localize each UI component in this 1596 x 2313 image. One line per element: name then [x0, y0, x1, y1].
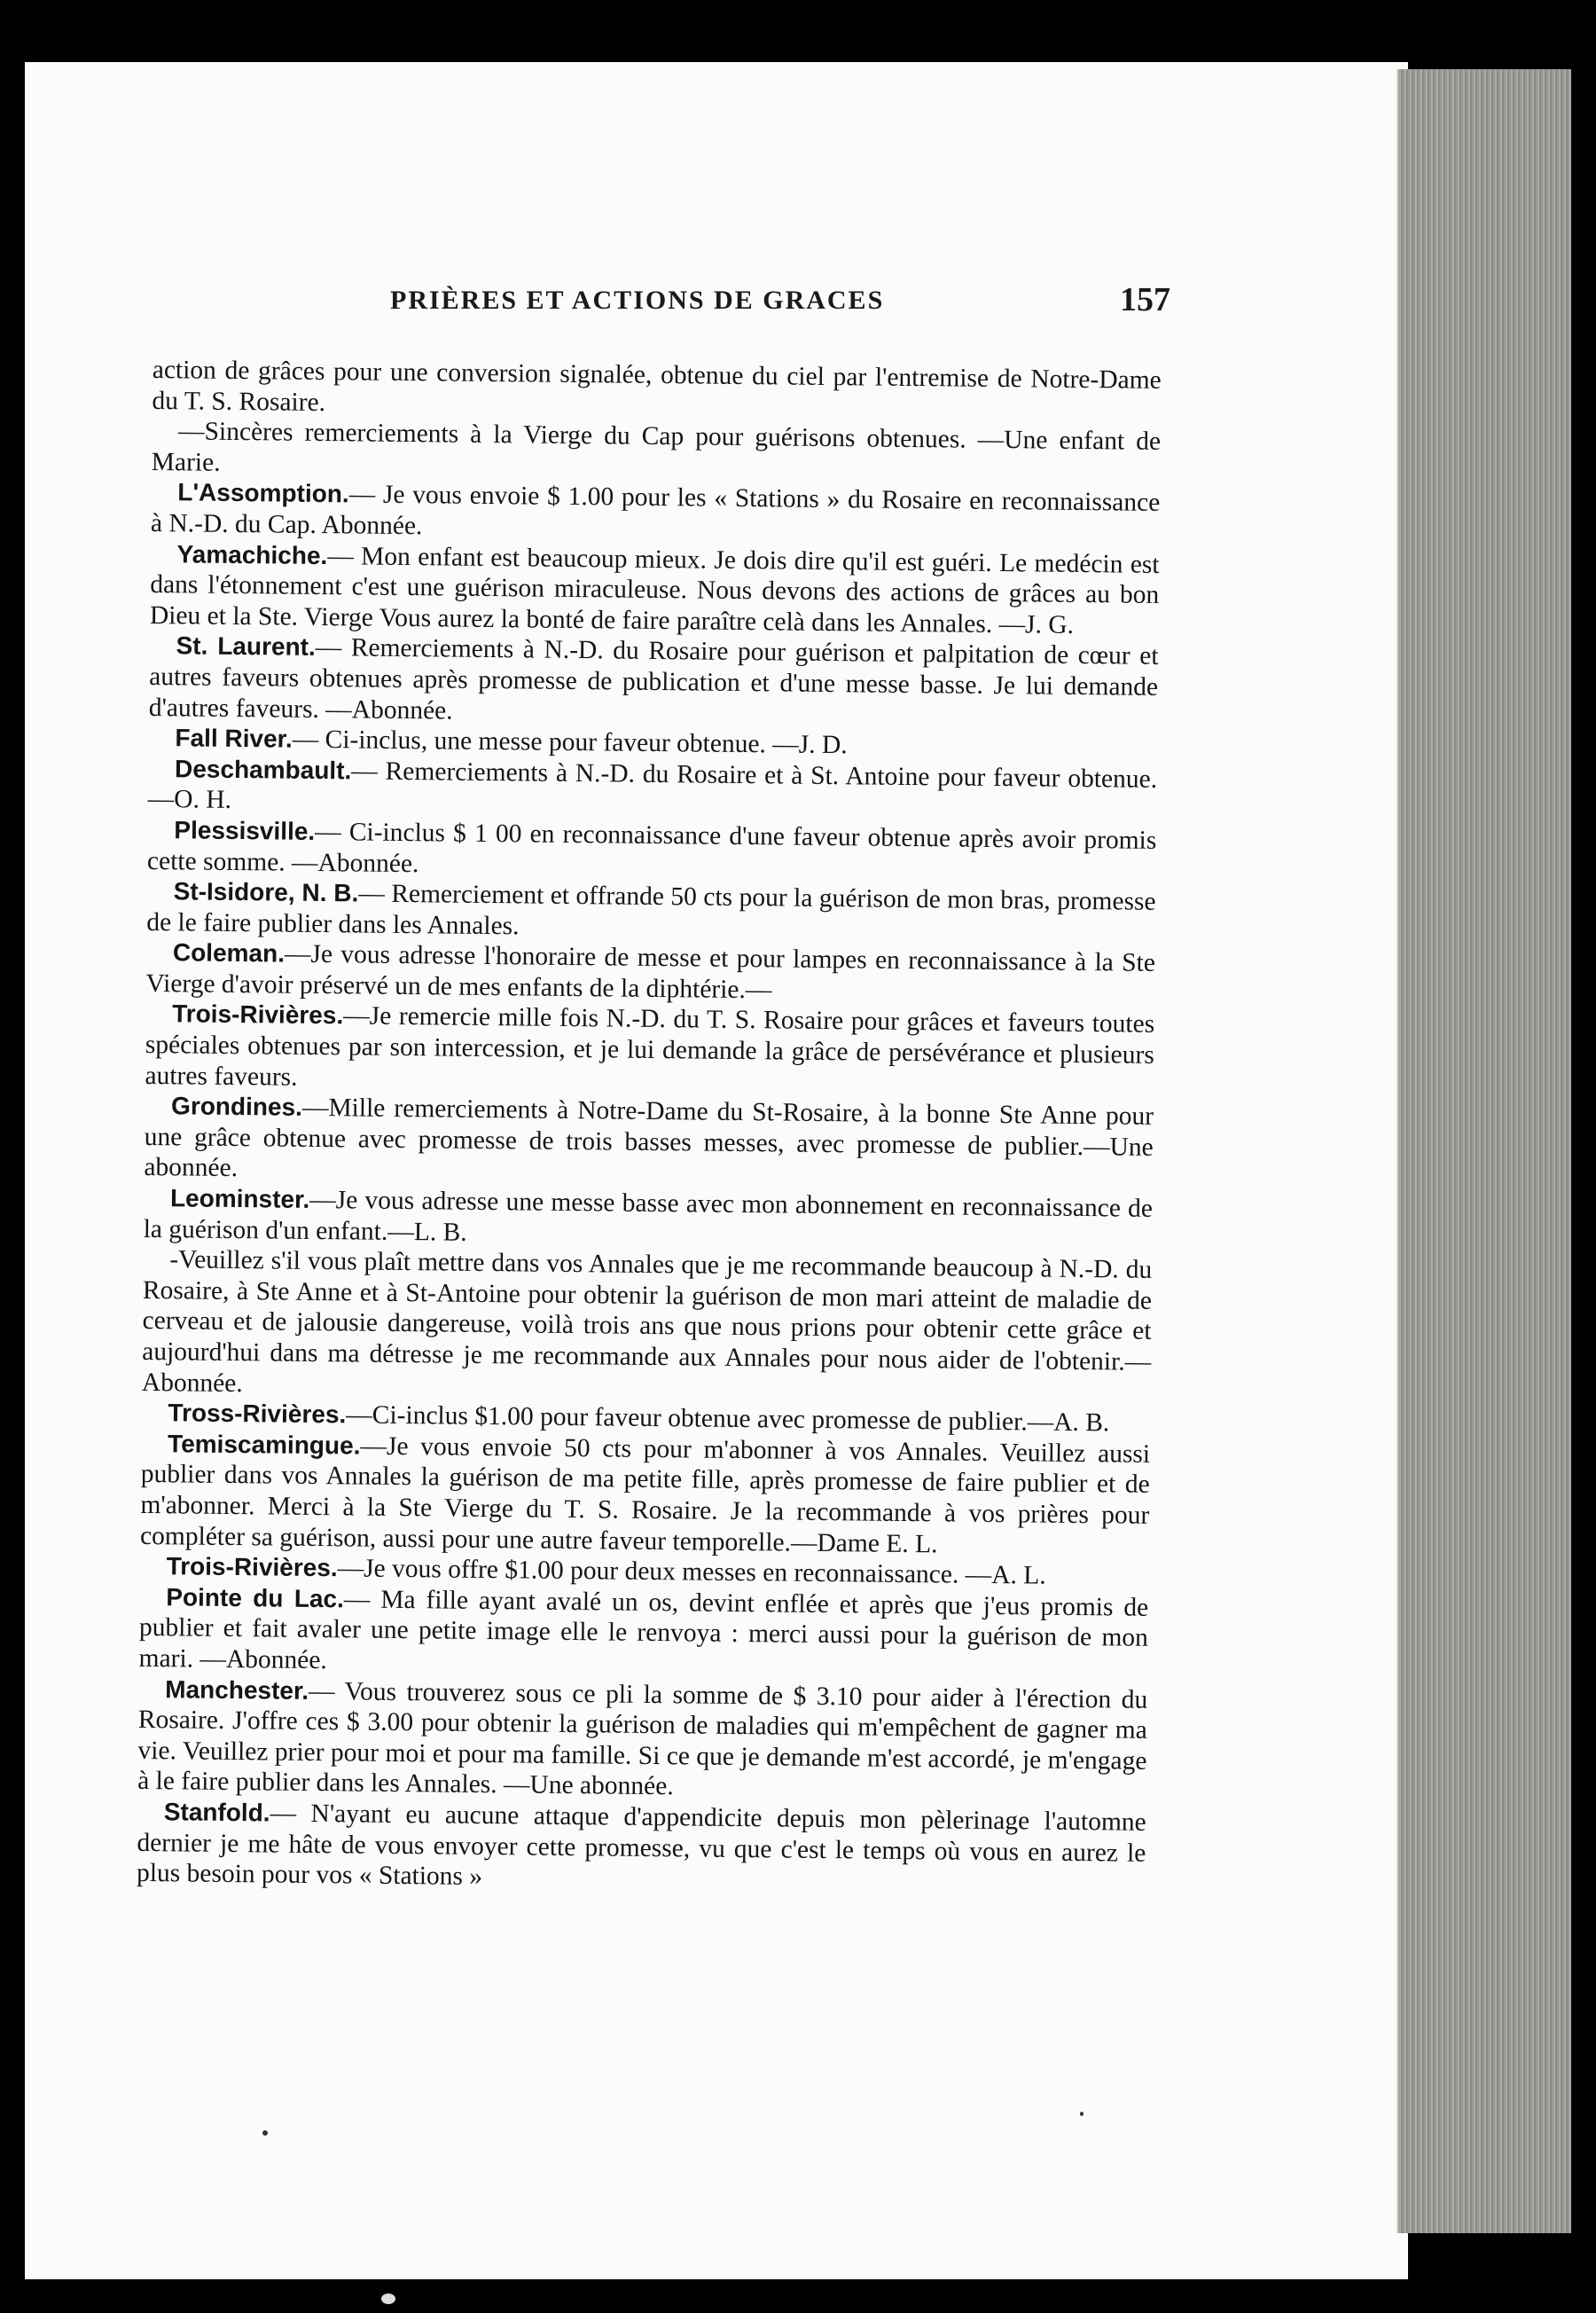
entry	[145, 937, 1155, 1009]
entry-text: — Remerciement et offrande 50 cts pour la guérison de mon bras, promesse de le faire publier dans les Annales.	[146, 879, 1156, 941]
entry-text: —Je vous envoie 50 cts pour m'abonner à vos Annales. Veuillez aussi publier dans vos Annales la guérison de ma petite fille, après promesse de faire publier et de m'abonner. Merci à la Ste Vierge du T. S. Rosaire. Je la recommande à vos prières pour compléter sa guérison, aussi pour une autre faveur temporelle.—Dame E. L.	[139, 1431, 1151, 1558]
entry	[144, 1091, 1154, 1194]
entry-text: —Je vous offre $1.00 pour deux messes en reconnaissance. —A. L.	[337, 1554, 1046, 1590]
entry-place: Manchester.	[165, 1674, 309, 1705]
entry-place: Fall River.	[175, 724, 293, 753]
entry-text: —Je remercie mille fois N.-D. du T. S. Rosaire pour grâces et faveurs toutes spéciales obtenues par son intercession, et je lui demande la grâce de persévérance et plusieurs autres faveurs.	[145, 1001, 1155, 1092]
entry-text: — Je vous envoie $ 1.00 pour les « Stations » du Rosaire en reconnaissance à N.-D. du Cap. Abonnée.	[150, 480, 1161, 541]
entry-text: — Remerciements à N.-D. du Rosaire pour guérison et palpitation de cœur et autres faveurs obtenues après promesse de publication et d'une messe basse. Je lui demande d'autres faveurs. —Abonnée.	[148, 633, 1159, 725]
entry-place: Trois-Rivières.	[166, 1552, 338, 1582]
entry	[151, 477, 1161, 549]
entry-text: —Je vous adresse l'honoraire de messe et pour lampes en reconnaissance à la Ste Vierge d'avoir préservé un de mes enfants de la diphtérie.—	[145, 939, 1156, 1005]
ink-speck	[262, 2130, 268, 2136]
page-edge-stack	[1396, 69, 1571, 2233]
running-head	[390, 281, 1170, 328]
entry-text: —Je vous adresse une messe basse avec mon abonnement en reconnaissance de la guérison d'un enfant.—L. B.	[143, 1185, 1154, 1247]
page-number: 157	[1120, 281, 1170, 318]
entry	[147, 815, 1157, 887]
entry	[152, 416, 1162, 488]
entry-text: — Mon enfant est beaucoup mieux. Je dois dire qu'il est guéri. Le medécin est dans l'étonnement c'est une guérison miraculeuse. Nous devons des actions de grâces au bon Dieu et la Ste. Vierge Vous aurez la bonté de faire paraître celà dans les Annales. —J. G.	[149, 541, 1160, 639]
entry	[142, 1244, 1153, 1408]
entry	[149, 631, 1159, 733]
entry	[152, 355, 1162, 427]
entry-place: Pointe du Lac.	[166, 1582, 345, 1613]
entry-text: — N'ayant eu aucune attaque d'appendicite depuis mon pèlerinage l'automne dernier je me hâte de vous envoyer cette promesse, vu que c'est le temps où vous en aurez le plus besoin pour vos « Stations »	[136, 1799, 1146, 1892]
entry	[145, 999, 1154, 1102]
entry-place: Trois-Rivières.	[172, 1000, 344, 1030]
entry-text: action de grâces pour une conversion signalée, obtenue du ciel par l'entremise de Notre-Dame du T. S. Rosaire.	[152, 355, 1162, 417]
entry-place: Grondines.	[170, 1092, 303, 1122]
entry	[148, 754, 1158, 826]
entry-place: Temiscamingue.	[167, 1430, 361, 1460]
body-text	[137, 355, 1162, 1900]
entry	[143, 1183, 1153, 1255]
entry-place: Leominster.	[169, 1184, 310, 1213]
running-title: PRIÈRES ET ACTIONS DE GRACES	[390, 286, 885, 315]
entry-place: Coleman.	[172, 938, 286, 968]
entry	[138, 1582, 1148, 1685]
entry	[146, 876, 1156, 948]
entry-place: Plessisville.	[174, 816, 316, 845]
entry-place: St-Isidore, N. B.	[173, 877, 359, 907]
entry-place: Deschambault.	[174, 755, 352, 785]
entry-text: — Ci-inclus, une messe pour faveur obtenue. —J. D.	[292, 725, 848, 760]
entry-text: -Veuillez s'il vous plaît mettre dans vos Annales que je me recommande beaucoup à N.-D. du Rosaire, à Ste Anne et à St-Antoine pour obtenir la guérison de mon mari atteint de maladie de cerveau et de jalousie dangereuse, voilà trois ans que nous prions pour obtenir cette grâce et aujourd'hui dans ma détresse je me recommande aux Annales pour nous aider de l'obtenir.—Abonnée.	[141, 1245, 1153, 1398]
entry-text: — Remerciements à N.-D. du Rosaire et à St. Antoine pour faveur obtenue. —O. H.	[147, 757, 1158, 815]
entry	[150, 539, 1160, 642]
entry-place: L'Assomption.	[177, 478, 349, 508]
entry-text: —Sincères remerciements à la Vierge du Cap pour guérisons obtenues. —Une enfant de Marie.	[151, 417, 1162, 477]
entry-place: Tross-Rivières.	[168, 1399, 347, 1429]
entry-text: —Ci-inclus $1.00 pour faveur obtenue avec promesse de publier.—A. B.	[346, 1400, 1110, 1438]
entry	[140, 1429, 1150, 1562]
ink-speck	[381, 2293, 395, 2304]
entry-text: — Ci-inclus $ 1 00 en reconnaissance d'une faveur obtenue après avoir promis cette somme. —Abonnée.	[146, 817, 1157, 878]
entry-text: —Mille remerciements à Notre-Dame du St-Rosaire, à la bonne Ste Anne pour une grâce obtenue avec promesse de trois basses messes, avec promesse de publier.—Une abonnée.	[144, 1094, 1154, 1183]
entry-place: Yamachiche.	[176, 539, 328, 569]
entry-text: — Vous trouverez sous ce pli la somme de $ 3.10 pour aider à l'érection du Rosaire. J'offre ces $ 3.00 pour obtenir la guérison de maladies qui m'empêchent de gagner ma vie. Veuillez prier pour moi et pour ma famille. Si ce que je demande m'est accordé, je m'engage à le faire publier dans les Annales. —Une abonnée.	[137, 1676, 1148, 1801]
entry-place: St. Laurent.	[176, 631, 316, 662]
ink-speck	[1080, 2112, 1084, 2116]
entry-place: Stanfold.	[163, 1798, 270, 1827]
entry-text: — Ma fille ayant avalé un os, devint enflée et après que j'eus promis de publier et fait avaler une petite image elle le renvoya : merci aussi pour la guérison de mon mari. —Abonnée.	[138, 1585, 1149, 1675]
entry	[137, 1674, 1147, 1807]
entry	[137, 1797, 1146, 1900]
